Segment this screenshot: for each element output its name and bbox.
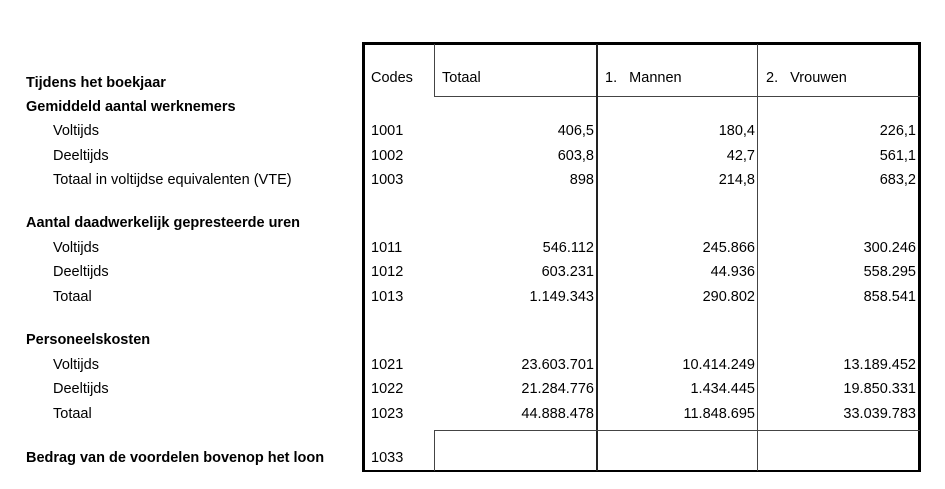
row-totaal: 546.112	[542, 240, 594, 256]
row-label: Totaal	[53, 289, 92, 305]
header-vrouwen: 2. Vrouwen	[766, 70, 847, 86]
row-code: 1012	[371, 264, 404, 280]
table-bottom-border	[362, 470, 921, 472]
col-sep-codes	[434, 44, 435, 97]
row-mannen: 1.434.445	[690, 381, 755, 397]
row-code: 1023	[371, 406, 404, 422]
row-mannen: 214,8	[718, 172, 755, 188]
row-mannen: 245.866	[702, 240, 755, 256]
row-mannen: 290.802	[702, 289, 755, 305]
row-label: Voltijds	[53, 240, 99, 256]
row-code: 1022	[371, 381, 404, 397]
row-label: Deeltijds	[53, 381, 109, 397]
row-code: 1002	[371, 148, 404, 164]
section-title-uren: Aantal daadwerkelijk gepresteerde uren	[26, 215, 300, 231]
row-vrouwen: 858.541	[863, 289, 916, 305]
row-vrouwen: 13.189.452	[843, 357, 916, 373]
row-vrouwen: 226,1	[879, 123, 916, 139]
row-vrouwen: 33.039.783	[843, 406, 916, 422]
row-code: 1033	[371, 450, 404, 466]
row-totaal: 898	[569, 172, 594, 188]
col-sep-totaal	[596, 44, 598, 471]
row-totaal: 44.888.478	[521, 406, 594, 422]
section-title-voordelen: Bedrag van de voordelen bovenop het loon	[26, 450, 325, 466]
row-mannen: 10.414.249	[682, 357, 755, 373]
row-totaal: 23.603.701	[521, 357, 594, 373]
row-label: Totaal in voltijdse equivalenten (VTE)	[53, 172, 292, 188]
row-code: 1001	[371, 123, 404, 139]
table-left-border	[362, 42, 365, 472]
header-codes: Codes	[371, 70, 413, 86]
table-top-border	[362, 42, 921, 45]
col-sep-mannen	[757, 44, 758, 471]
section-title-boekjaar: Tijdens het boekjaar	[26, 75, 166, 91]
row-code: 1011	[371, 240, 403, 256]
row-label: Totaal	[53, 406, 92, 422]
row-totaal: 603,8	[557, 148, 594, 164]
row-code: 1013	[371, 289, 404, 305]
row-mannen: 42,7	[726, 148, 755, 164]
row-label: Deeltijds	[53, 264, 109, 280]
row-mannen: 180,4	[718, 123, 755, 139]
section-title-personeelskosten: Personeelskosten	[26, 332, 151, 348]
section-subtitle-werknemers: Gemiddeld aantal werknemers	[26, 99, 236, 115]
row-totaal: 21.284.776	[521, 381, 594, 397]
row-totaal: 406,5	[557, 123, 594, 139]
row-label: Voltijds	[53, 123, 99, 139]
header-totaal: Totaal	[442, 70, 481, 86]
row-totaal: 603.231	[541, 264, 594, 280]
row-vrouwen: 561,1	[879, 148, 916, 164]
header-mannen: 1. Mannen	[605, 70, 682, 86]
row-vrouwen: 558.295	[863, 264, 916, 280]
row-label: Voltijds	[53, 357, 99, 373]
row-mannen: 44.936	[710, 264, 755, 280]
table-right-border	[918, 42, 921, 472]
header-bottom-line	[434, 96, 920, 97]
last-row-top-line	[434, 430, 920, 431]
row-totaal: 1.149.343	[529, 289, 594, 305]
row-vrouwen: 683,2	[879, 172, 916, 188]
row-label: Deeltijds	[53, 148, 109, 164]
row-vrouwen: 19.850.331	[843, 381, 916, 397]
row-vrouwen: 300.246	[863, 240, 916, 256]
row-code: 1003	[371, 172, 404, 188]
row-code: 1021	[371, 357, 404, 373]
row-mannen: 11.848.695	[683, 406, 755, 422]
col-sep-codes-lower	[434, 430, 435, 471]
